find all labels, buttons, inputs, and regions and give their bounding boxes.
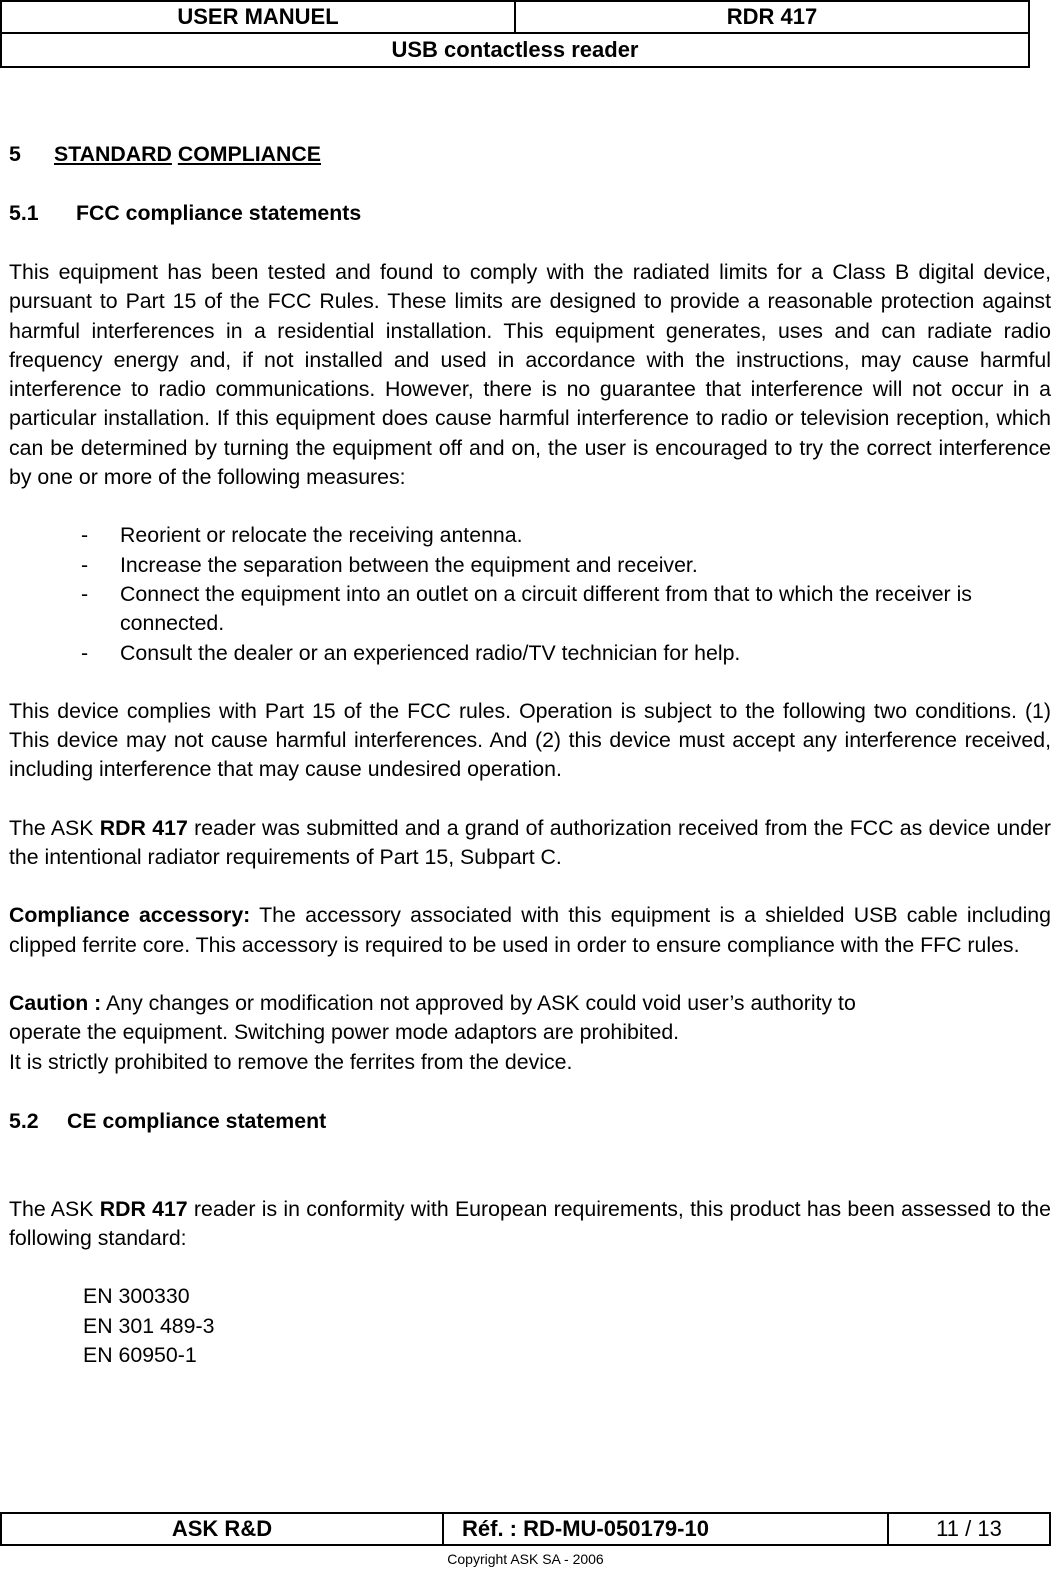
section-5-2-heading [9,1107,1051,1137]
standards-list [9,1282,1051,1370]
fcc-paragraph-3: The ASK RDR 417 reader was submitted and a grand of authorization received from the FCC as device under the intentional radiator requirements of Part 15, Subpart C. [9,815,1051,870]
compliance-accessory-paragraph: Compliance accessory: The accessory associated with this equipment is a shielded USB cable including clipped ferrite core. This accessory is required to be used in order to ensure compliance with the FFC rules. [9,903,1051,957]
product-name: RDR 417 [99,1196,188,1221]
list-item: - Reorient or relocate the receiving antenna. [81,521,1051,550]
subsection-number: 5.2 [9,1108,39,1133]
list-item: EN 300330 [83,1284,190,1309]
subsection-number: 5.1 [9,201,39,225]
section-number: 5 [9,142,21,166]
header-title: USER MANUEL [1,1,515,33]
copyright-notice: Copyright ASK SA - 2006 [447,1551,604,1567]
list-item: - Increase the separation between the equipment and receiver. [81,551,1051,580]
fcc-paragraph-2: This device complies with Part 15 of the FCC rules. Operation is subject to the following two conditions. (1) This device may not cause harmful interferences. And (2) this device must accept any interference received, including interference that may cause undesired operation. [9,698,1051,782]
document-header [0,0,1030,68]
section-title-word2: COMPLIANCE [177,142,322,166]
measures-list [9,521,1051,667]
footer-company: ASK R&D [1,1513,443,1545]
list-item: EN 60950-1 [83,1343,197,1368]
dash-bullet: - [81,581,89,606]
subsection-title: FCC compliance statements [76,201,362,225]
footer-page-number: 11 / 13 [888,1513,1050,1545]
page-content [9,140,1051,1370]
header-product: RDR 417 [515,1,1029,33]
dash-bullet: - [81,523,89,548]
fcc-paragraph-1: This equipment has been tested and found to comply with the radiated limits for a Class B digital device, pursuant to Part 15 of the FCC Rules. These limits are designed to provide a reasonable protection against harmful interferences in a residential installation. This equipment generates, uses and can radiate radio frequency energy and, if not installed and used in accordance with the instructions, may cause harmful interference to radio communications. However, there is no guarantee that interference will not occur in a particular installation. If this equipment does cause harmful interference to radio or television reception, which can be determined by turning the equipment off and on, the user is encouraged to try the correct interference by one or more of the following measures: [9,260,1051,490]
document-footer [0,1512,1051,1546]
ce-paragraph: The ASK RDR 417 reader is in conformity with European requirements, this product has been assessed to the following standard: [9,1196,1051,1251]
list-item: - Consult the dealer or an experienced radio/TV technician for help. [81,639,1051,668]
section-5-1-heading [9,199,1051,229]
section-5-heading [9,140,1051,178]
dash-bullet: - [81,640,89,665]
list-item: EN 301 489-3 [83,1313,215,1338]
subsection-title: CE compliance statement [67,1108,327,1133]
accessory-label: Compliance accessory: [9,903,251,928]
list-item: - Connect the equipment into an outlet on a circuit different from that to which the receiver is connected. [81,581,972,636]
caution-paragraph: Caution : Any changes or modification not approved by ASK could void user’s authority to operate the equipment. Switching power mode adaptors are prohibited. It is strictly prohibited to remove the ferrites from the device. [9,990,856,1074]
footer-reference: Réf. : RD-MU-050179-10 [443,1513,888,1545]
dash-bullet: - [81,552,89,577]
section-title-word1: STANDARD [54,142,172,166]
caution-label: Caution : [9,990,102,1015]
header-subtitle: USB contactless reader [1,33,1029,67]
product-name: RDR 417 [99,815,188,840]
